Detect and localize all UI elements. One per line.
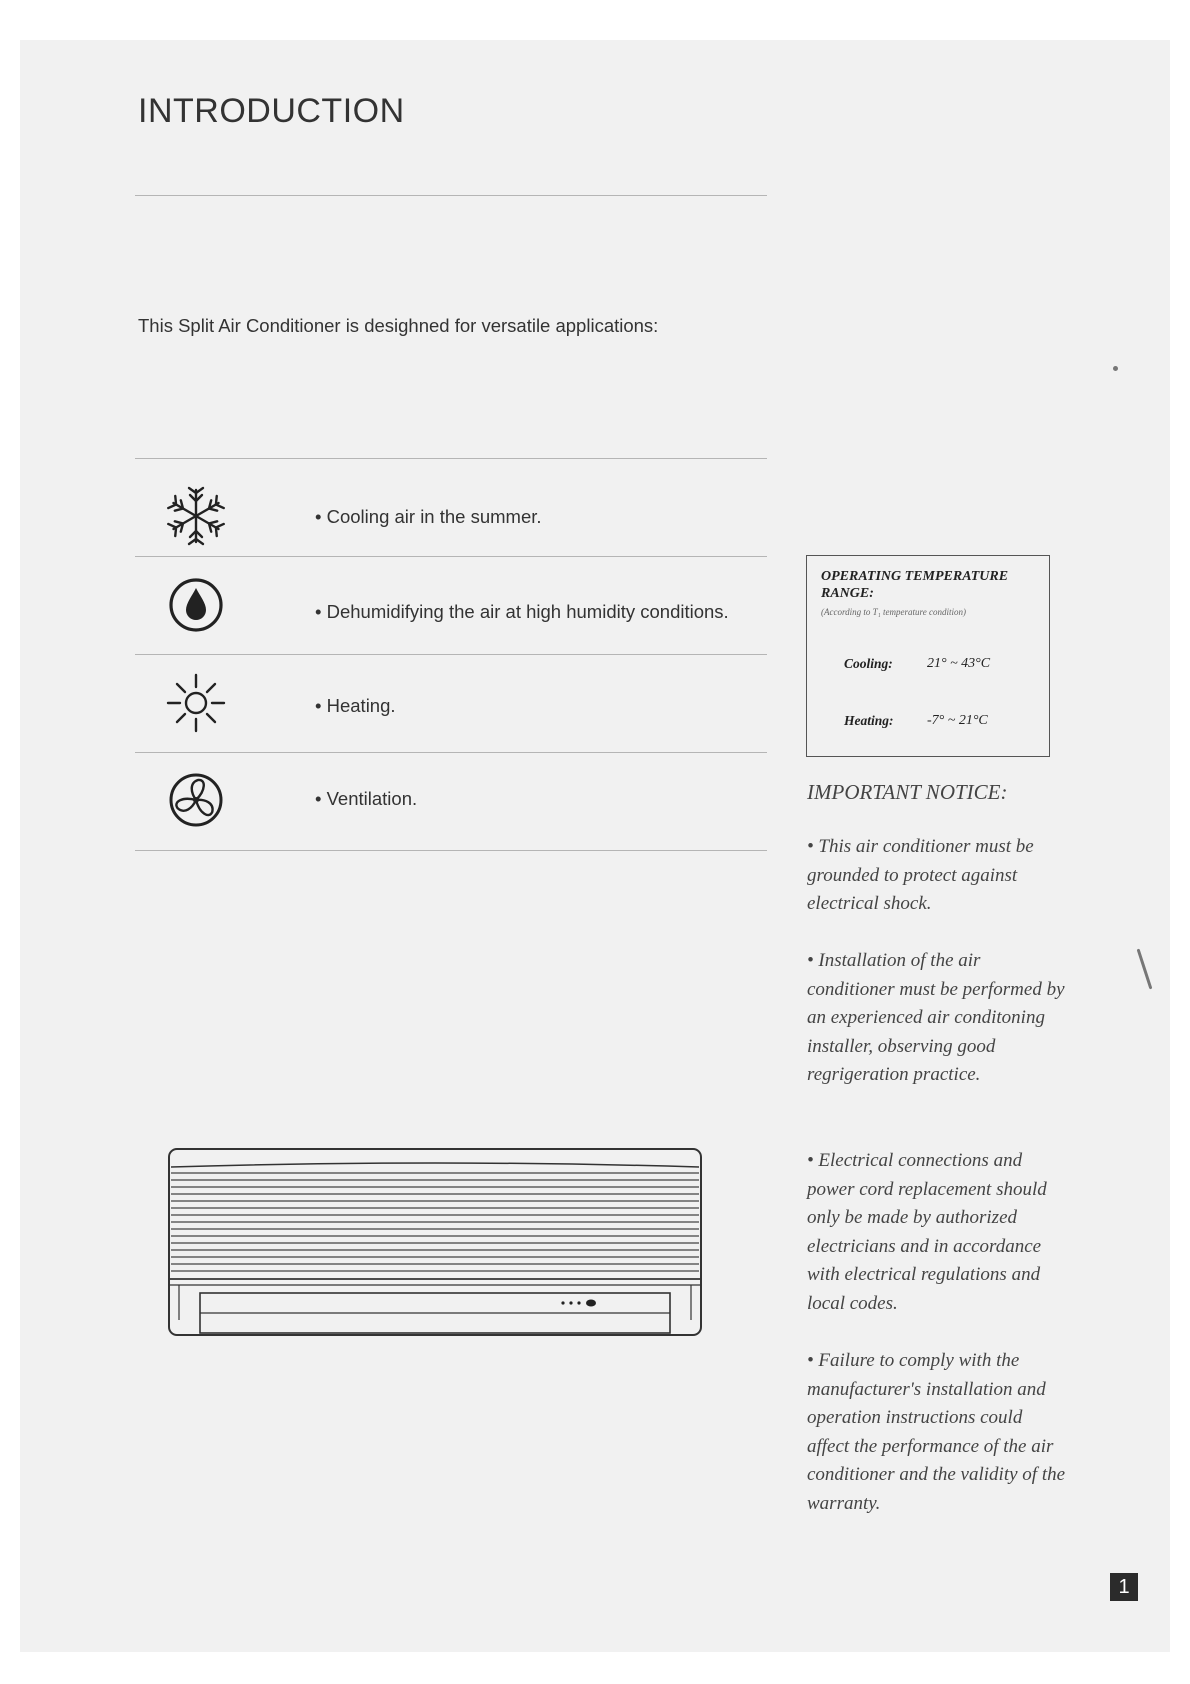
cooling-label: Cooling: [844, 656, 893, 671]
notice-item-grounding: • This air conditioner must be grounded to protect against electrical shock. [807, 836, 1034, 915]
cooling-value: 21° ~ 43°C [927, 656, 991, 671]
notice-title: IMPORTANT NOTICE: [807, 780, 1008, 804]
notice-item-installation: • Installation of the air conditioner must be performed by an experienced air conditoning installer, observing good regrigeration practice. [807, 950, 1065, 1086]
page-number: 1 [1110, 1573, 1138, 1601]
scan-speck [1113, 366, 1118, 371]
intro-text: This Split Air Conditioner is desighned for versatile applications: [138, 315, 659, 336]
feature-dehumidifying-text: • Dehumidifying the air at high humidity conditions. [315, 601, 729, 622]
title-divider [135, 195, 767, 196]
notice-item-warranty: • Failure to comply with the manufacturer's installation and operation instructions could affect the performance of the air conditioner and the validity of the warranty. [807, 1350, 1066, 1514]
feature-divider [135, 850, 767, 851]
temperature-box-subtitle: (According to T₁ temperature condition) [821, 607, 966, 617]
feature-heating-text: • Heating. [315, 695, 396, 716]
feature-divider [135, 556, 767, 557]
feature-divider [135, 752, 767, 753]
notice-item-electrical: • Electrical connections and power cord replacement should only be made by authorized electricians and in accordance with electrical regulations and local codes. [807, 1150, 1047, 1314]
air-conditioner-illustration [165, 1145, 705, 1340]
water-drop-icon [165, 574, 227, 636]
sun-icon [165, 672, 227, 734]
feature-divider [135, 654, 767, 655]
fan-icon [165, 769, 227, 831]
temperature-box-title: OPERATING TEMPERATURE RANGE: [821, 569, 1009, 601]
heating-value: -7° ~ 21°C [927, 713, 988, 728]
heating-label: Heating: [844, 713, 894, 728]
page-title: INTRODUCTION [138, 92, 405, 130]
feature-ventilation-text: • Ventilation. [315, 788, 418, 809]
snowflake-icon [165, 485, 227, 547]
operating-temperature-box [806, 555, 1050, 757]
feature-divider [135, 458, 767, 459]
feature-cooling-text: • Cooling air in the summer. [315, 506, 542, 527]
